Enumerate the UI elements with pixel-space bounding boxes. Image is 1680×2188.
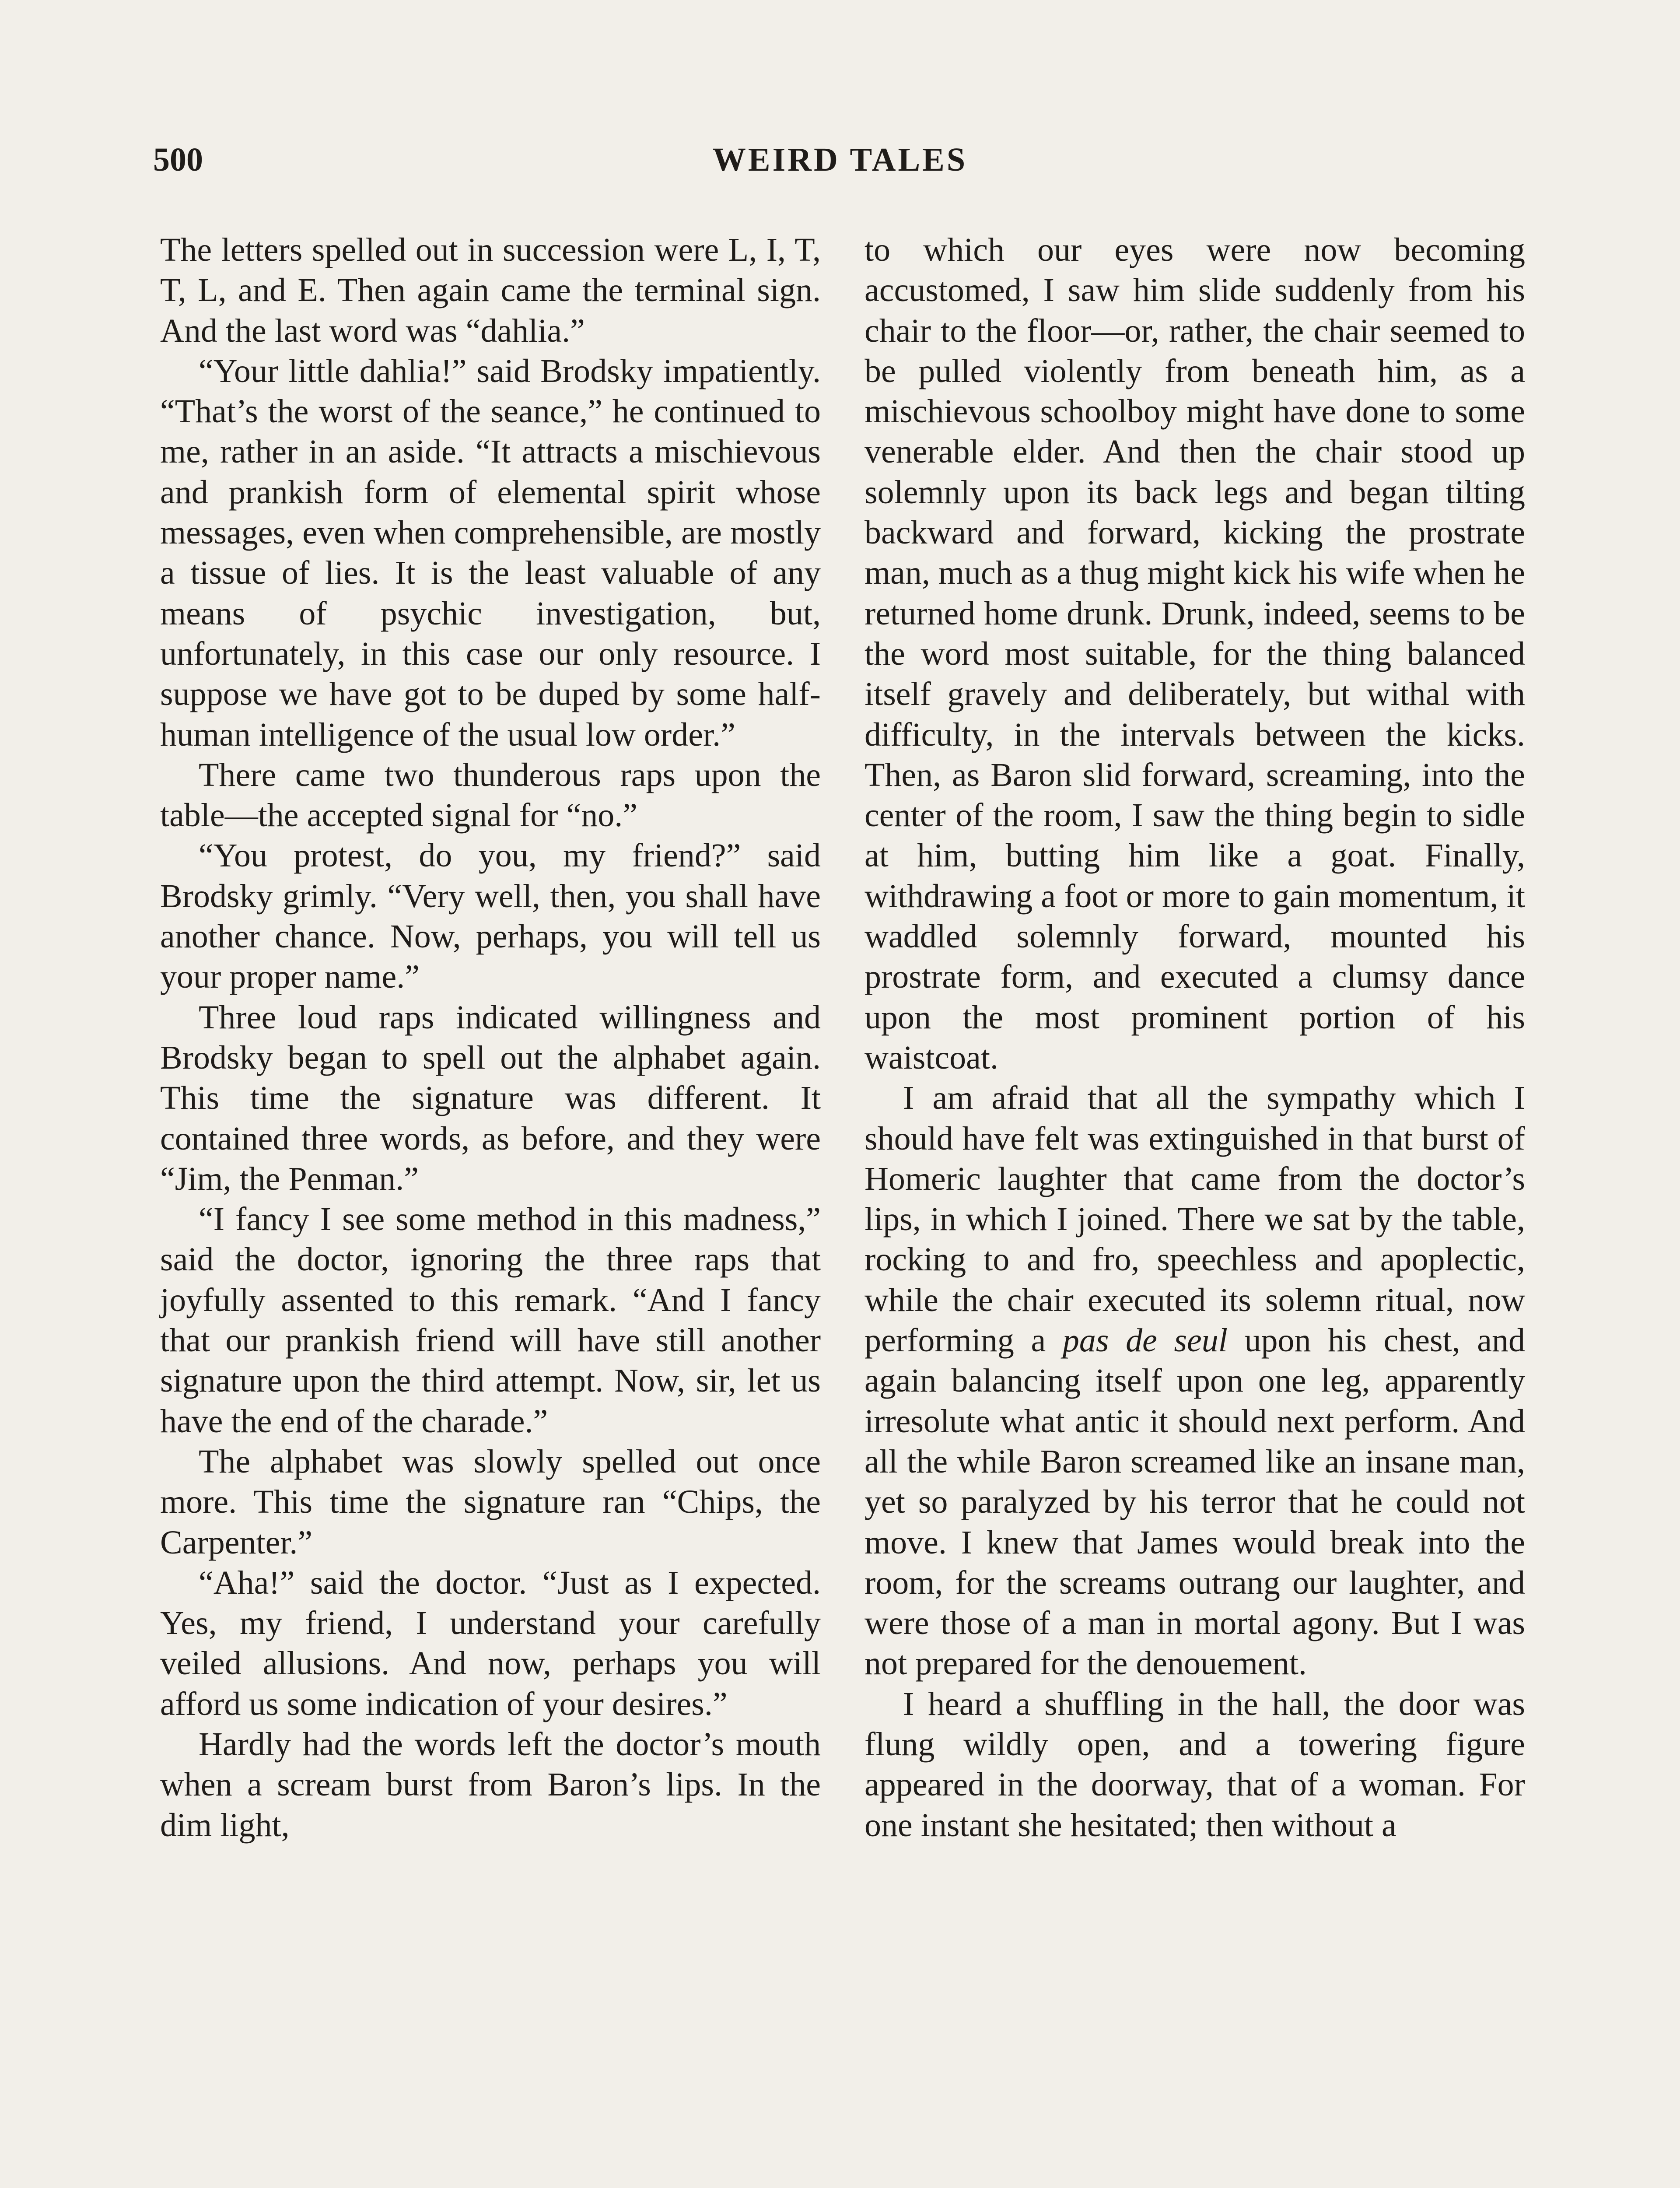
- running-title: WEIRD TALES: [712, 141, 968, 178]
- page-header: [153, 141, 1527, 185]
- paragraph: There came two thunderous raps upon the table—the accepted signal for “no.”: [160, 756, 821, 834]
- left-column: [160, 230, 821, 1845]
- paragraph: I heard a shuffling in the hall, the door was flung wildly open, and a towering figure appeared in the doorway, that of a woman. For one instant she hesitated; then without a: [864, 1685, 1525, 1844]
- paragraph: “I fancy I see some method in this madness,” said the doctor, ignoring the three raps that joyfully assented to this remark. “And I fancy that our prankish friend will have still another signature upon the third attempt. Now, sir, let us have the end of the charade.”: [160, 1201, 821, 1440]
- paragraph: The letters spelled out in succession were L, I, T, T, L, and E. Then again came the terminal sign. And the last word was “dahlia.”: [160, 231, 821, 349]
- paragraph: “Aha!” said the doctor. “Just as I expected. Yes, my friend, I understand your carefully veiled allusions. And now, perhaps you will afford us some indication of your desires.”: [160, 1564, 821, 1722]
- paragraph: to which our eyes were now becoming accustomed, I saw him slide suddenly from his chair to the floor—or, rather, the chair seemed to be pulled violently from beneath him, as a mischievous schoolboy might have done to some venerable elder. And then the chair stood up solemnly upon its back legs and began tilting backward and forward, kicking the prostrate man, much as a thug might kick his wife when he returned home drunk. Drunk, indeed, seems to be the word most suitable, for the thing balanced itself gravely and deliberately, but withal with difficulty, in the intervals between the kicks. Then, as Baron slid forward, screaming, into the center of the room, I saw the thing begin to sidle at him, butting him like a goat. Finally, withdrawing a foot or more to gain momentum, it waddled solemnly forward, mounted his prostrate form, and executed a clumsy dance upon the most prominent portion of his waistcoat.: [864, 231, 1525, 1076]
- page-number: 500: [153, 141, 203, 178]
- italic-phrase: pas de seul: [1062, 1322, 1228, 1359]
- paragraph: “Your little dahlia!” said Brodsky impatiently. “That’s the worst of the seance,” he continued to me, rather in an aside. “It attracts a mischievous and prankish form of elemental spirit whose messages, even when comprehensible, are mostly a tissue of lies. It is the least valuable of any means of psychic investigation, but, unfortunately, in this case our only resource. I suppose we have got to be duped by some half-human intelligence of the usual low order.”: [160, 352, 821, 753]
- right-column: [864, 230, 1525, 1845]
- paragraph-text: I am afraid that all the sympathy which I should have felt was extinguished in that burst of Homeric laughter that came from the doctor’s lips, in which I joined. There we sat by the table, rocking to and fro, speechless and apoplectic, while the chair executed its solemn ritual, now performing a: [864, 1080, 1525, 1359]
- paragraph: Hardly had the words left the doctor’s mouth when a scream burst from Baron’s lips. In the dim light,: [160, 1725, 821, 1844]
- paragraph: [864, 1078, 1525, 1683]
- paragraph-text: upon his chest, and again balancing itself upon one leg, apparently irresolute what antic it should next perform. And all the while Baron screamed like an insane man, yet so paralyzed by his terror that he could not move. I knew that James would break into the room, for the screams outrang our laughter, and were those of a man in mortal agony. But I was not prepared for the denouement.: [864, 1322, 1525, 1682]
- paragraph: The alphabet was slowly spelled out once more. This time the signature ran “Chips, the Carpenter.”: [160, 1443, 821, 1561]
- paragraph: Three loud raps indicated willingness and Brodsky began to spell out the alphabet again. This time the signature was different. It contained three words, as before, and they were “Jim, the Penman.”: [160, 999, 821, 1197]
- paragraph: “You protest, do you, my friend?” said Brodsky grimly. “Very well, then, you shall have another chance. Now, perhaps, you will tell us your proper name.”: [160, 837, 821, 996]
